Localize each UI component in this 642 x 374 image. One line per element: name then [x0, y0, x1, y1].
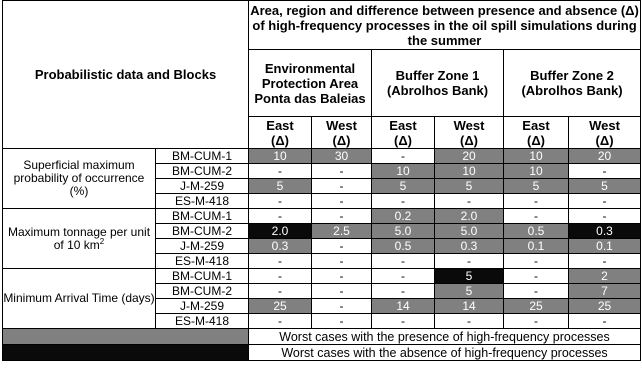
direction-label: East — [266, 117, 294, 133]
value-cell: - — [435, 194, 504, 209]
value-cell: - — [249, 284, 312, 299]
legend-swatch — [3, 345, 249, 361]
block-name: BM-CUM-2 — [156, 164, 249, 179]
value-cell: 30 — [312, 149, 372, 164]
legend-text: Worst cases with the presence of high-frequency processes — [249, 329, 641, 345]
value-cell: - — [569, 314, 641, 329]
block-name: BM-CUM-1 — [156, 149, 249, 164]
value-cell: - — [504, 254, 569, 269]
direction-header-bz1-west — [435, 117, 504, 149]
direction-header-bz1-east — [372, 117, 435, 149]
group-label-superscript: 2 — [99, 236, 105, 246]
block-name: BM-CUM-1 — [156, 209, 249, 224]
value-cell: 2.0 — [249, 224, 312, 239]
value-cell: 10 — [372, 164, 435, 179]
value-cell: 25 — [504, 299, 569, 314]
value-cell: - — [504, 209, 569, 224]
block-name: J-M-259 — [156, 179, 249, 194]
value-cell: - — [312, 269, 372, 284]
value-cell: 0.5 — [504, 224, 569, 239]
value-cell: 10 — [249, 149, 312, 164]
legend-swatch — [3, 329, 249, 345]
value-cell: - — [569, 164, 641, 179]
value-cell: 2.5 — [312, 224, 372, 239]
table-row — [3, 149, 641, 164]
value-cell: - — [312, 164, 372, 179]
value-cell: 5 — [435, 284, 504, 299]
group-label — [3, 149, 156, 209]
value-cell: 7 — [569, 284, 641, 299]
value-cell: - — [312, 284, 372, 299]
value-cell: - — [504, 284, 569, 299]
value-cell: - — [312, 254, 372, 269]
value-cell: 14 — [372, 299, 435, 314]
delta-label: (Δ) — [271, 132, 290, 148]
value-cell: - — [249, 209, 312, 224]
value-cell: 0.1 — [504, 239, 569, 254]
value-cell: 10 — [504, 149, 569, 164]
value-cell: 5 — [435, 179, 504, 194]
value-cell: 0.3 — [435, 239, 504, 254]
value-cell: - — [569, 209, 641, 224]
direction-header-apa-east — [249, 117, 312, 149]
block-name: J-M-259 — [156, 239, 249, 254]
value-cell: 25 — [569, 299, 641, 314]
table-row — [3, 269, 641, 284]
value-cell: - — [372, 254, 435, 269]
value-cell: - — [372, 314, 435, 329]
group-label-text: Maximum tonnage per unit of 10 km — [7, 224, 151, 252]
spill-comparison-table — [2, 0, 641, 361]
delta-label: (Δ) — [595, 132, 614, 148]
value-cell: - — [372, 149, 435, 164]
value-cell: - — [312, 314, 372, 329]
value-cell: - — [435, 254, 504, 269]
area-header-buffer-zone-2: Buffer Zone 2 (Abrolhos Bank) — [504, 50, 641, 117]
group-label — [3, 209, 156, 269]
value-cell: - — [569, 194, 641, 209]
value-cell: 5.0 — [435, 224, 504, 239]
value-cell: 5.0 — [372, 224, 435, 239]
value-cell: - — [312, 179, 372, 194]
value-cell: - — [504, 269, 569, 284]
block-name: BM-CUM-2 — [156, 284, 249, 299]
value-cell: 2.0 — [435, 209, 504, 224]
value-cell: - — [249, 314, 312, 329]
value-cell: 20 — [569, 149, 641, 164]
direction-label: East — [522, 117, 550, 133]
value-cell: - — [312, 209, 372, 224]
block-name: BM-CUM-1 — [156, 269, 249, 284]
area-header-buffer-zone-1: Buffer Zone 1 (Abrolhos Bank) — [372, 50, 504, 117]
value-cell: - — [312, 239, 372, 254]
value-cell: - — [504, 314, 569, 329]
value-cell: 5 — [372, 179, 435, 194]
group-label-text: Minimum Arrival Time (days) — [3, 291, 155, 305]
block-name: ES-M-418 — [156, 254, 249, 269]
group-label-text: Superficial maximum probability of occurrence (%) — [13, 158, 145, 198]
group-label — [3, 269, 156, 329]
value-cell: - — [249, 269, 312, 284]
value-cell: 0.5 — [372, 239, 435, 254]
value-cell: - — [435, 314, 504, 329]
value-cell: - — [372, 194, 435, 209]
block-name: ES-M-418 — [156, 314, 249, 329]
value-cell: - — [372, 284, 435, 299]
value-cell: - — [249, 164, 312, 179]
direction-header-apa-west — [312, 117, 372, 149]
delta-label: (Δ) — [527, 132, 546, 148]
table-row — [3, 209, 641, 224]
value-cell: 20 — [435, 149, 504, 164]
value-cell: 2 — [569, 269, 641, 284]
direction-label: West — [589, 117, 620, 133]
direction-label: West — [453, 117, 485, 133]
value-cell: 10 — [435, 164, 504, 179]
value-cell: 10 — [504, 164, 569, 179]
block-name: BM-CUM-2 — [156, 224, 249, 239]
direction-header-bz2-east — [504, 117, 569, 149]
table-title: Area, region and difference between presence and absence (Δ) of high-frequency processes in the oil spill simulations during the summer — [250, 2, 639, 48]
area-header-apa-ponta-das-baleias: Environmental Protection Area Ponta das Baleias — [249, 50, 372, 117]
value-cell: - — [504, 194, 569, 209]
direction-label: West — [326, 117, 357, 133]
delta-label: (Δ) — [460, 132, 479, 148]
value-cell: 5 — [435, 269, 504, 284]
block-name: J-M-259 — [156, 299, 249, 314]
value-cell: - — [312, 194, 372, 209]
direction-label: East — [389, 117, 417, 133]
value-cell: 25 — [249, 299, 312, 314]
value-cell: 5 — [504, 179, 569, 194]
value-cell: 0.1 — [569, 239, 641, 254]
value-cell: 5 — [569, 179, 641, 194]
value-cell: 0.2 — [372, 209, 435, 224]
value-cell: 0.3 — [569, 224, 641, 239]
value-cell: 0.3 — [249, 239, 312, 254]
delta-label: (Δ) — [394, 132, 413, 148]
legend-row — [3, 329, 641, 345]
direction-header-bz2-west — [569, 117, 641, 149]
legend-row — [3, 345, 641, 361]
corner-header: Probabilistic data and Blocks — [3, 1, 249, 149]
value-cell: - — [569, 254, 641, 269]
value-cell: - — [372, 269, 435, 284]
value-cell: 14 — [435, 299, 504, 314]
delta-label: (Δ) — [332, 132, 351, 148]
legend-text: Worst cases with the absence of high-frequency processes — [249, 345, 641, 361]
block-name: ES-M-418 — [156, 194, 249, 209]
value-cell: 5 — [249, 179, 312, 194]
value-cell: - — [312, 299, 372, 314]
value-cell: - — [249, 194, 312, 209]
value-cell: - — [249, 254, 312, 269]
